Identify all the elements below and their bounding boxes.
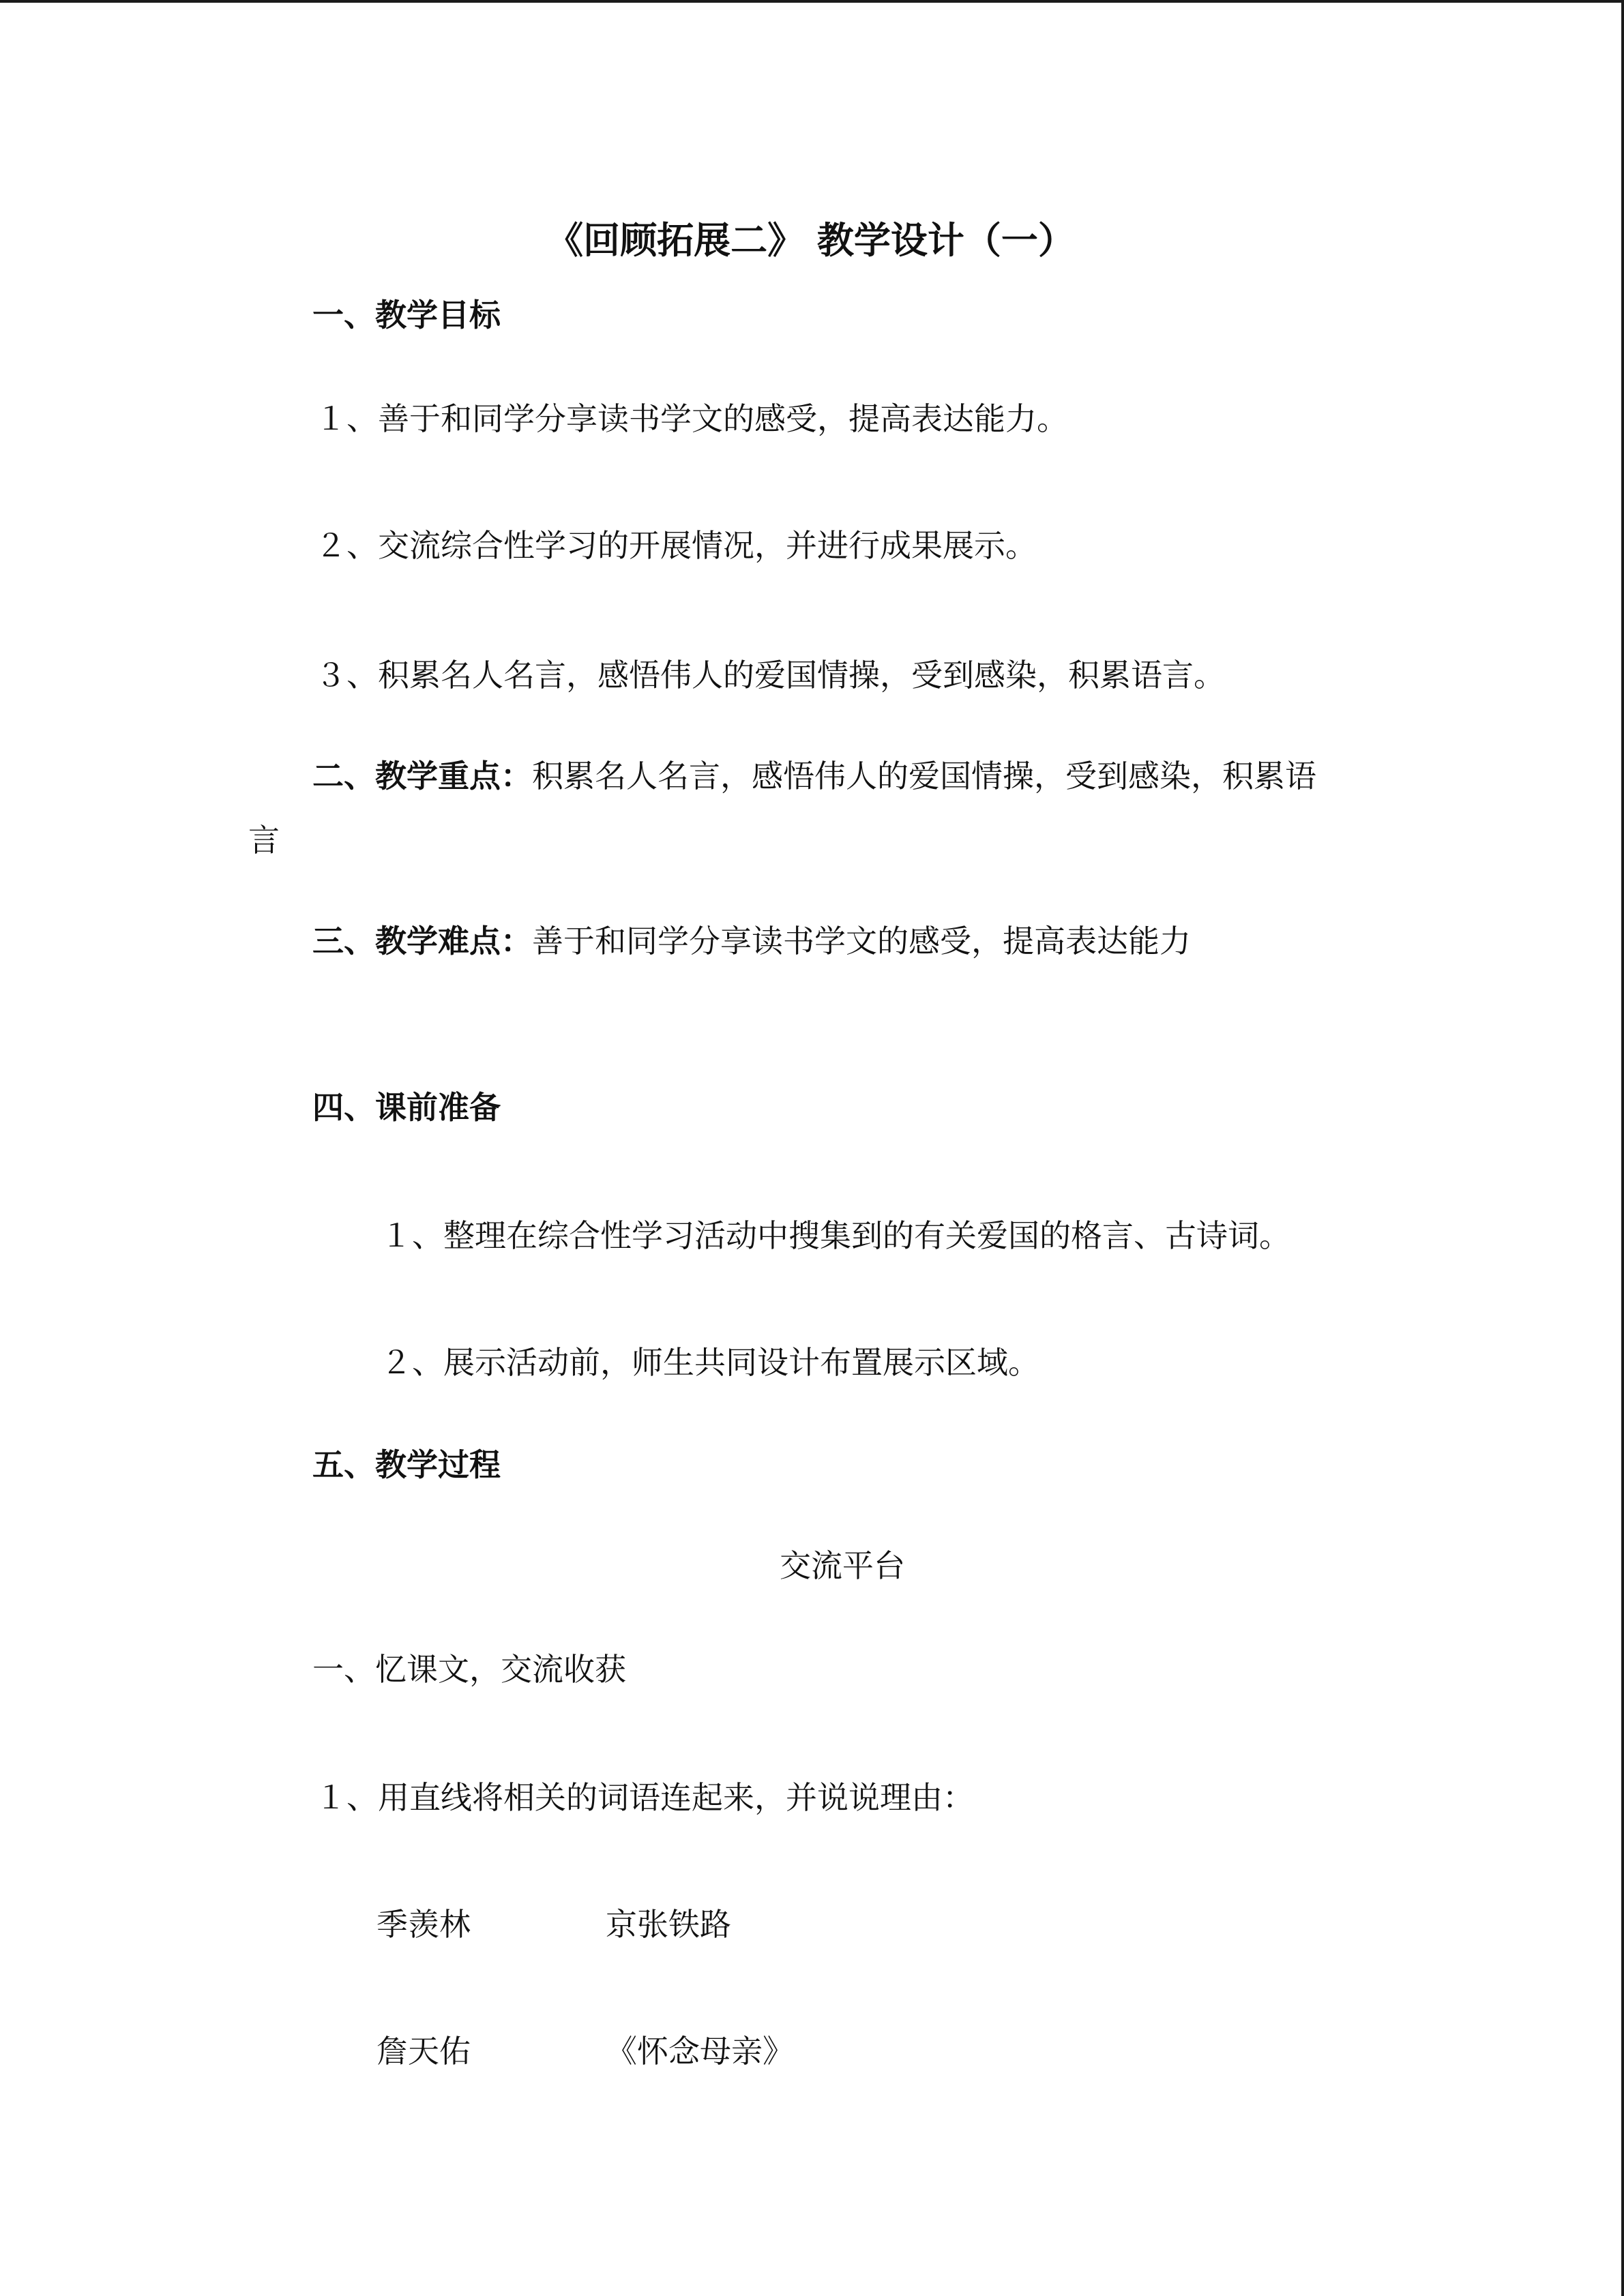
pair-right-2: 《怀念母亲》 bbox=[606, 2033, 794, 2070]
heading-teaching-goals: 一、教学目标 bbox=[312, 297, 501, 333]
prep-item-1: １、整理在综合性学习活动中搜集到的有关爱国的格言、古诗词。 bbox=[381, 1217, 1290, 1254]
goal-item-3: ３、积累名人名言，感悟伟人的爱国情操，受到感染，积累语言。 bbox=[315, 657, 1225, 694]
goal-item-1: １、善于和同学分享读书学文的感受，提高表达能力。 bbox=[315, 400, 1068, 437]
key-point-line bbox=[312, 757, 1316, 795]
key-point-text: 积累名人名言，感悟伟人的爱国情操，受到感染，积累语 bbox=[532, 758, 1316, 794]
prep-item-2: ２、展示活动前，师生共同设计布置展示区域。 bbox=[381, 1344, 1039, 1381]
subtitle-exchange-platform: 交流平台 bbox=[780, 1547, 905, 1584]
key-point-wrap: 言 bbox=[248, 822, 280, 859]
heading-teaching-process: 五、教学过程 bbox=[312, 1446, 501, 1483]
task-connect-words: １、用直线将相关的词语连起来，并说说理由： bbox=[315, 1779, 974, 1816]
document-title: 《回顾拓展二》 教学设计（一） bbox=[546, 218, 1075, 262]
pair-right-1: 京张铁路 bbox=[606, 1906, 731, 1943]
difficulty-line bbox=[312, 922, 1191, 960]
pair-left-1: 季羡林 bbox=[377, 1906, 471, 1943]
pair-left-2: 詹天佑 bbox=[377, 2033, 471, 2070]
step-recall-texts: 一、忆课文，交流收获 bbox=[312, 1651, 626, 1688]
goal-item-2: ２、交流综合性学习的开展情况，并进行成果展示。 bbox=[315, 527, 1037, 564]
heading-lesson-prep: 四、课前准备 bbox=[312, 1089, 501, 1126]
difficulty-label: 三、教学难点： bbox=[312, 923, 532, 959]
key-point-label: 二、教学重点： bbox=[312, 758, 532, 794]
difficulty-text: 善于和同学分享读书学文的感受，提高表达能力 bbox=[532, 923, 1191, 959]
